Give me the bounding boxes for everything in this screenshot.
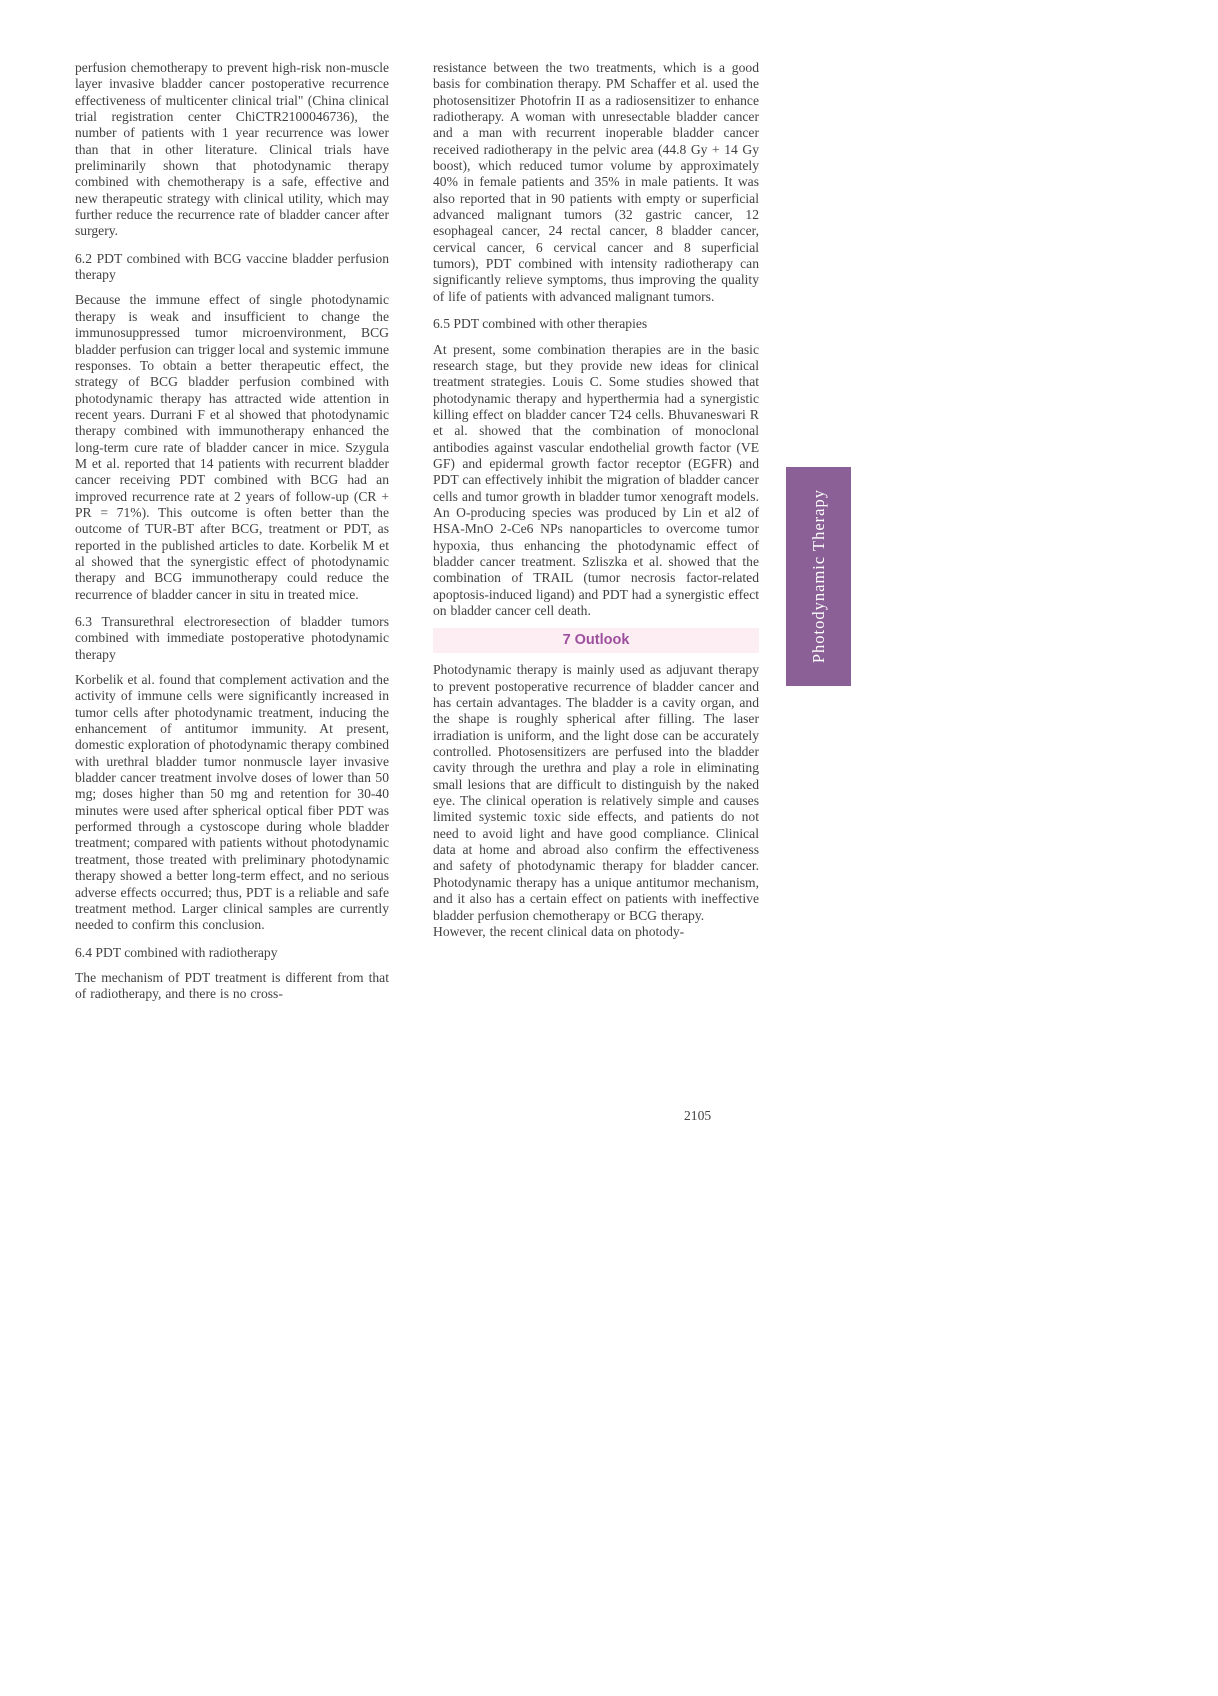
text-column-left	[75, 60, 389, 1012]
section-heading: 6.5 PDT combined with other therapies	[433, 316, 648, 332]
body-paragraph: perfusion chemotherapy to prevent high-risk non-muscle layer invasive bladder cancer postoperative recurrence effectiveness of multicenter clinical trial" (China clinical trial registration center ChiCTR2100046736), the number of patients with 1 year recurrence was lower than that in other literature. Clinical trials have preliminarily shown that photodynamic therapy combined with chemotherapy is a safe, effective and new therapeutic strategy with clinical utility, which may further reduce the recurrence rate of bladder cancer after surgery.	[75, 60, 389, 239]
section-heading: 6.2 PDT combined with BCG vaccine bladder perfusion therapy	[75, 250, 389, 283]
body-paragraph: Photodynamic therapy is mainly used as adjuvant therapy to prevent postoperative recurrence of bladder cancer and has certain advantages. The bladder is a cavity organ, and the shape is roughly spherical after filling. The laser irradiation is uniform, and the light dose can be accurately controlled. Photosensitizers are perfused into the bladder cavity through the urethra and play a role in eliminating small lesions that are difficult to distinguish by the naked eye. The clinical operation is relatively simple and causes limited systemic toxic side effects, and patients do not need to avoid light and have good compliance. Clinical data at home and abroad also confirm the effectiveness and safety of photodynamic therapy for bladder cancer. Photodynamic therapy has a unique antitumor mechanism, and it also has a certain effect on patients with ineffective bladder perfusion chemotherapy or BCG therapy.	[433, 662, 759, 923]
body-paragraph: Korbelik et al. found that complement activation and the activity of immune cells were significantly increased in tumor cells after photodynamic treatment, inducing the enhancement of antitumor immunity. At present, domestic exploration of photodynamic therapy combined with urethral bladder tumor nonmuscle layer invasive bladder cancer treatment involve doses of lower than 50 mg; doses higher than 50 mg and retention for 30-40 minutes were used after spherical optical fiber PDT was performed through a cystoscope during whole bladder treatment; compared with patients without photodynamic treatment, those treated with preliminary photodynamic therapy showed a better long-term effect, and no serious adverse effects occurred; thus, PDT is a reliable and safe treatment method. Larger clinical samples are currently needed to confirm this conclusion.	[75, 672, 389, 933]
page-number: 2105	[684, 1108, 712, 1123]
body-paragraph: Because the immune effect of single photodynamic therapy is weak and insufficient to change the immunosuppressed tumor microenvironment, BCG bladder perfusion can trigger local and systemic immune responses. To obtain a better therapeutic effect, the strategy of BCG bladder perfusion combined with photodynamic therapy has attracted wide attention in recent years. Durrani F et al showed that photodynamic therapy combined with immunotherapy enhanced the long-term cure rate of bladder cancer in mice. Szygula M et al. reported that 14 patients with recurrent bladder cancer receiving PDT combined with BCG had an improved recurrence rate at 2 years of follow-up (CR + PR = 71%). This outcome is often better than the outcome of TUR-BT after BCG, treatment or PDT, as reported in the published articles to date. Korbelik M et al showed that the synergistic effect of photodynamic therapy and BCG immunotherapy could reduce the recurrence of bladder cancer in situ in treated mice.	[75, 292, 389, 602]
section-heading: 6.3 Transurethral electroresection of bladder tumors combined with immediate postoperative photodynamic therapy	[75, 614, 389, 662]
text-column-right	[433, 60, 759, 949]
outlook-banner-heading: 7 Outlook	[433, 628, 759, 653]
chapter-side-tab-label: Photodynamic Therapy	[808, 489, 828, 664]
section-heading: 6.4 PDT combined with radiotherapy	[75, 944, 278, 960]
chapter-side-tab	[786, 467, 851, 686]
body-paragraph: resistance between the two treatments, which is a good basis for combination therapy. PM Schaffer et al. used the photosensitizer Photofrin II as a radiosensitizer to enhance radiotherapy. A woman with unresectable bladder cancer and a man with recurrent inoperable bladder cancer received radiotherapy in the pelvic area (44.8 Gy + 14 Gy boost), which reduced tumor volume by approximately 40% in female patients and 35% in male patients. It was also reported that in 90 patients with empty or superficial advanced malignant tumors (32 gastric cancer, 12 esophageal cancer, 24 rectal cancer, 8 bladder cancer, cervical cancer, 6 cervical cancer and 8 superficial tumors), PDT combined with intensity radiotherapy can significantly relieve symptoms, thus improving the quality of life of patients with advanced malignant tumors.	[433, 60, 759, 304]
body-paragraph: At present, some combination therapies are in the basic research stage, but they provide new ideas for clinical treatment strategies. Louis C. Some studies showed that photodynamic therapy and hyperthermia had a synergistic killing effect on bladder cancer T24 cells. Bhuvaneswari R et al. showed that the combination of monoclonal antibodies against vascular endothelial growth factor (VE GF) and epidermal growth factor receptor (EGFR) and PDT can effectively inhibit the migration of bladder cancer cells and tumor growth in bladder tumor xenograft models. An O-producing species was produced by Lin et al2 of HSA-MnO 2-Ce6 NPs nanoparticles to overcome tumor hypoxia, thus enhancing the photodynamic effect of bladder cancer treatment. Szliszka et al. showed that the combination of TRAIL (tumor necrosis factor-related apoptosis-induced ligand) and PDT had a synergistic effect on bladder cancer cell death.	[433, 341, 759, 618]
body-paragraph: However, the recent clinical data on photody-	[433, 923, 685, 939]
body-paragraph: The mechanism of PDT treatment is different from that of radiotherapy, and there is no cross-	[75, 969, 389, 1002]
